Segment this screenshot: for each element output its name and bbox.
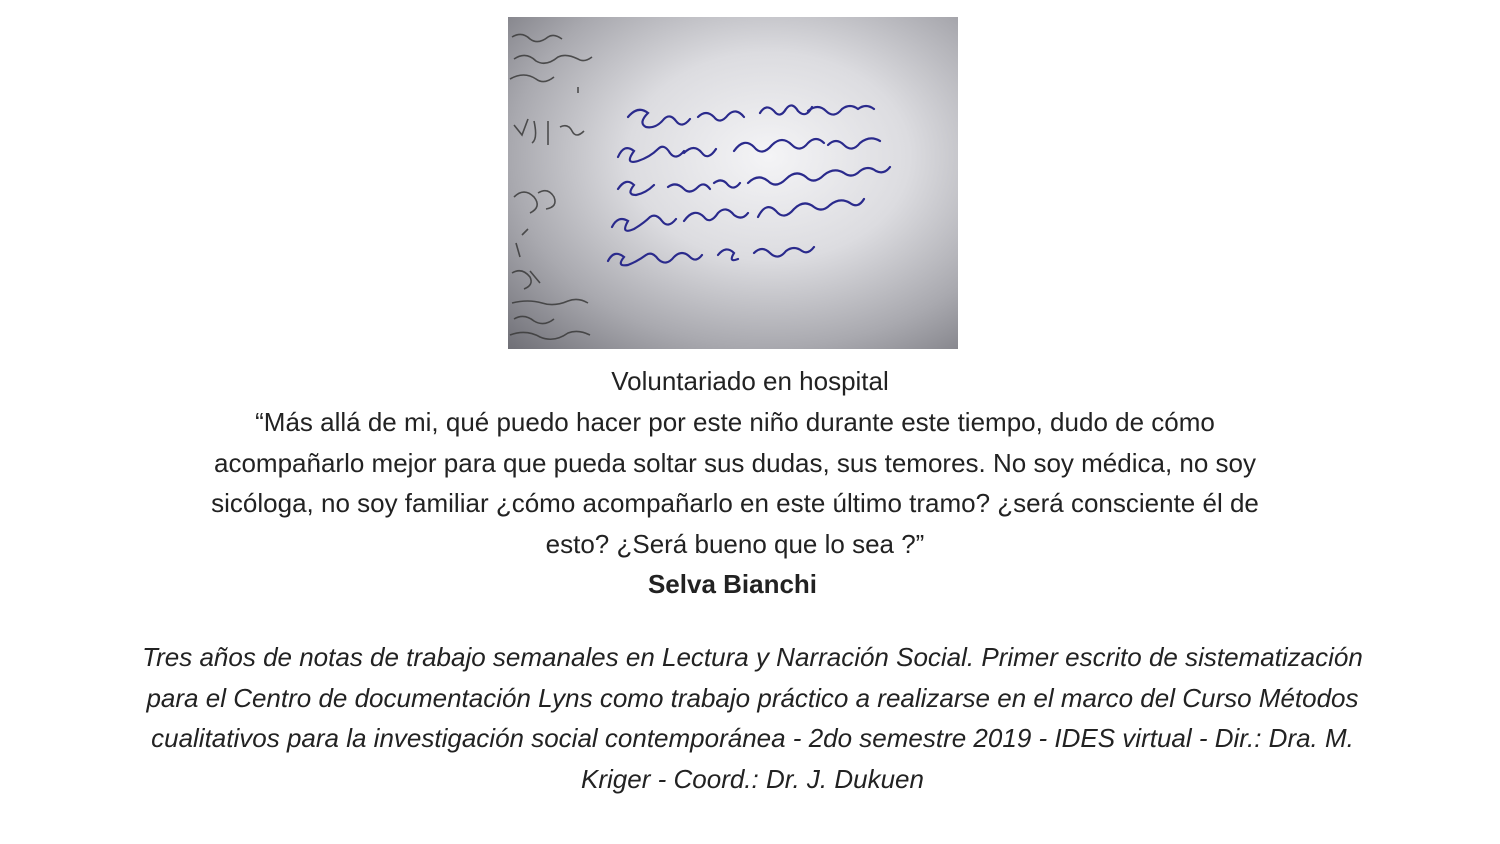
handwritten-note-drawing (508, 17, 958, 349)
quote-text: “Más allá de mi, qué puedo hacer por este niño durante este tiempo, dudo de cómo acompañarlo mejor para que pueda soltar sus dudas, sus temores. No soy médica, no soy sicóloga, no soy familiar ¿cómo acompañarlo en este último tramo? ¿será consciente él de esto? ¿Será bueno que lo sea ?” (211, 407, 1259, 559)
handwritten-note-photo (508, 17, 958, 349)
caption-title: Voluntariado en hospital (611, 366, 889, 396)
left-margin-scribbles (510, 34, 592, 339)
quote-author: Selva Bianchi (647, 569, 818, 599)
footnote-description: Tres años de notas de trabajo semanales en Lectura y Narración Social. Primer escrito de sistematización para el Centro de documentación Lyns como trabajo práctico a realizarse en el marco del Curso Métodos cualitativos para la investigación social contemporánea - 2do semestre 2019 - IDES virtual - Dir.: Dra. M. Kriger - Coord.: Dr. J. Dukuen (142, 642, 1363, 794)
handwriting-lines (608, 105, 890, 265)
